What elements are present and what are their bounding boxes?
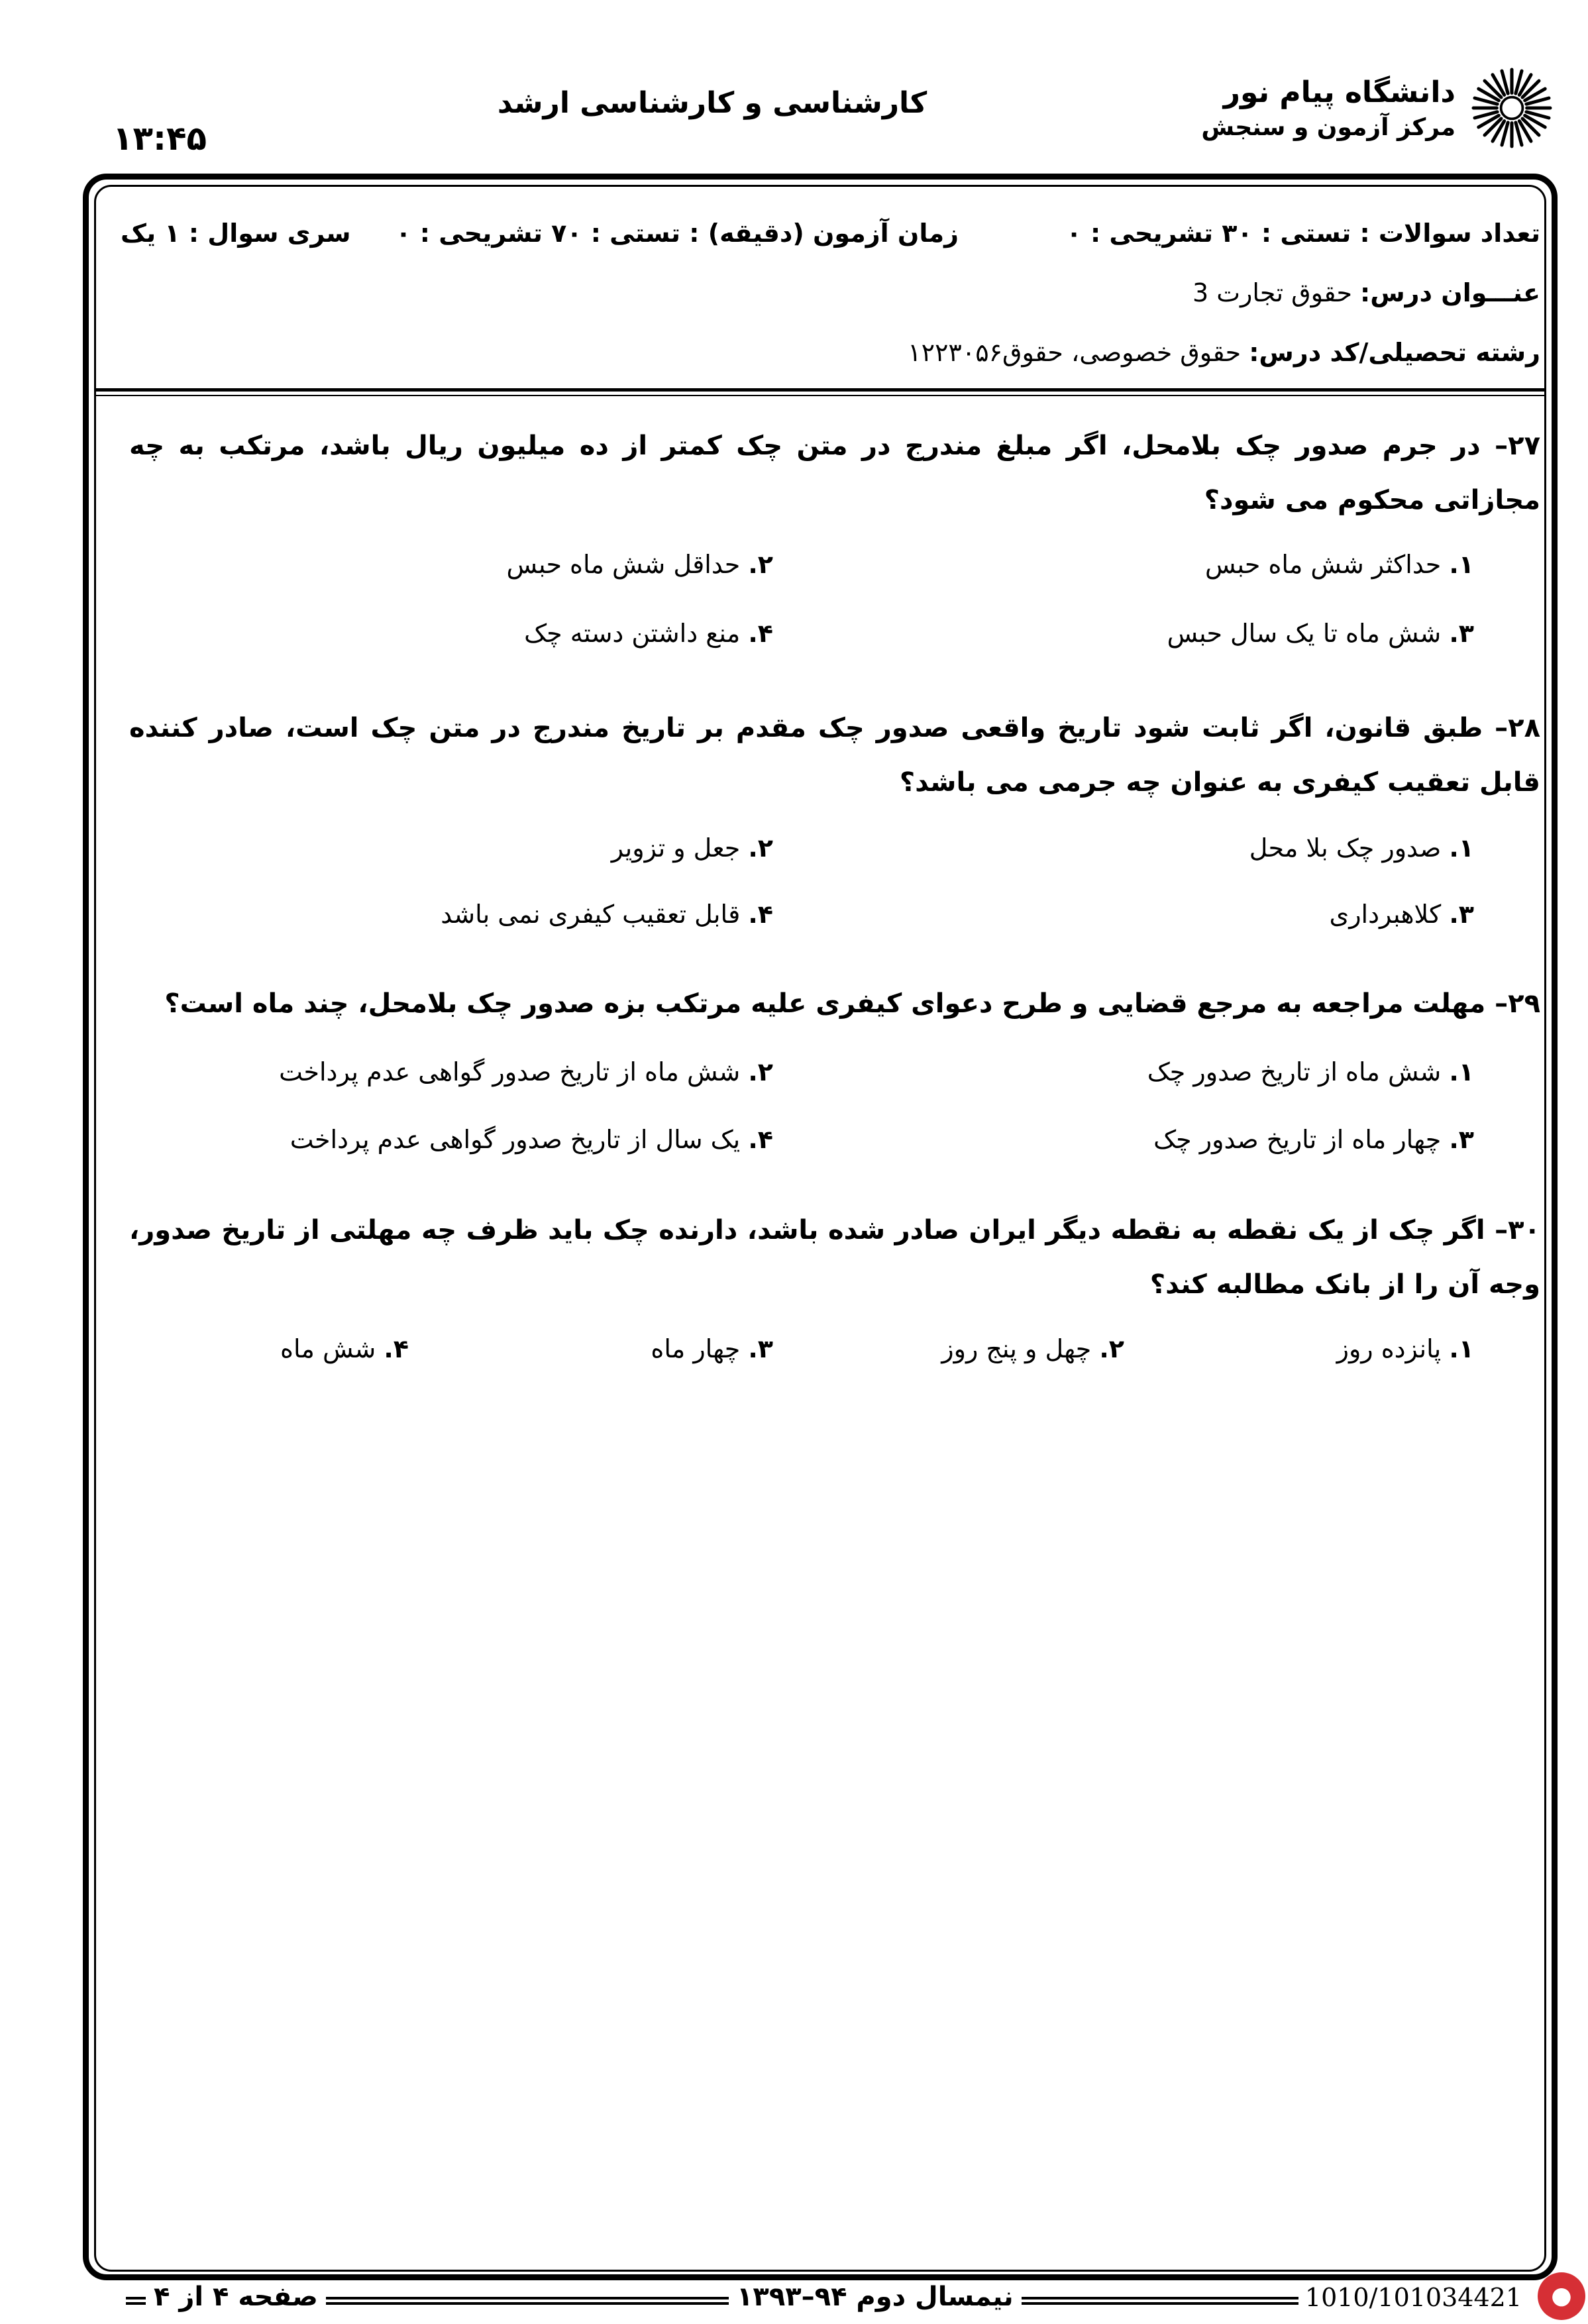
option-text: کلاهبرداری	[1329, 900, 1442, 929]
question-number: ۳۰–	[1495, 1215, 1540, 1245]
option-text: صدور چک بلا محل	[1249, 833, 1442, 863]
option-number: ۳.	[1449, 1125, 1474, 1154]
question-text: طبق قانون، اگر ثابت شود تاریخ واقعی صدور چک مقدم بر تاریخ مندرج در متن چک است، صادر کننده قابل تعقیب کیفری به عنوان چه جرمی می باشد؟	[129, 713, 1540, 798]
option-text: چهار ماه از تاریخ صدور چک	[1153, 1125, 1442, 1154]
header-divider-thin	[94, 395, 1546, 396]
option-4	[524, 619, 773, 648]
watermark-badge-icon: ●	[1538, 2272, 1585, 2320]
option-4	[290, 1125, 773, 1154]
course-title	[1192, 278, 1540, 307]
exam-level: کارشناسی و کارشناسی ارشد	[497, 86, 927, 120]
option-text: شش ماه	[280, 1334, 376, 1363]
exam-duration: زمان آزمون (دقیقه) : تستی : ۷۰ تشریحی : ۰	[396, 219, 959, 248]
option-text: قابل تعقیب کیفری نمی باشد	[441, 900, 741, 929]
option-1	[1337, 1334, 1474, 1363]
exam-code: 1010/101034421	[1298, 2283, 1528, 2312]
option-text: یک سال از تاریخ صدور گواهی عدم پرداخت	[290, 1125, 741, 1154]
option-2	[941, 1334, 1124, 1363]
option-text: حداکثر شش ماه حبس	[1204, 550, 1442, 579]
question-text: اگر چک از یک نقطه به نقطه دیگر ایران صادر شده باشد، دارنده چک باید ظرف چه مهلتی از تاریخ صدور، وجه آن را از بانک مطالبه کند؟	[129, 1215, 1540, 1300]
field-code	[908, 338, 1540, 367]
question-text: مهلت مراجعه به مرجع قضایی و طرح دعوای کیفری علیه مرتکب بزه صدور چک بلامحل، چند ماه است؟	[164, 988, 1486, 1019]
option-3	[651, 1334, 773, 1363]
option-number: ۲.	[1099, 1334, 1124, 1363]
option-number: ۲.	[748, 833, 773, 863]
option-number: ۳.	[748, 1334, 773, 1363]
option-number: ۳.	[1449, 900, 1474, 929]
option-number: ۲.	[748, 550, 773, 579]
question-number: ۲۸–	[1495, 713, 1540, 743]
exam-time-clock: ۱۳:۴۵	[113, 119, 207, 158]
option-1	[1147, 1057, 1474, 1086]
option-3	[1153, 1125, 1474, 1154]
question-number: ۲۹–	[1495, 988, 1540, 1019]
question-28	[129, 701, 1540, 810]
question-text: در جرم صدور چک بلامحل، اگر مبلغ مندرج در متن چک کمتر از ده میلیون ریال باشد، مرتکب به چه مجازاتی محکوم می شود؟	[129, 431, 1540, 515]
field-code-label: رشته تحصیلی/کد درس:	[1249, 338, 1540, 367]
option-text: چهار ماه	[651, 1334, 741, 1363]
option-2	[279, 1057, 773, 1086]
question-29	[129, 977, 1540, 1031]
university-logo-icon	[1470, 66, 1554, 150]
option-text: جعل و تزویر	[611, 833, 741, 863]
option-text: چهل و پنج روز	[941, 1334, 1092, 1363]
option-text: پانزده روز	[1336, 1334, 1442, 1363]
semester: نیمسال دوم ۹۴–۱۳۹۳	[729, 2282, 1022, 2312]
option-text: حداقل شش ماه حبس	[506, 550, 741, 579]
page-number: صفحه ۴ از ۴	[146, 2282, 326, 2312]
question-30	[129, 1203, 1540, 1312]
option-text: شش ماه از تاریخ صدور گواهی عدم پرداخت	[279, 1057, 741, 1086]
option-3	[1329, 900, 1474, 929]
option-2	[507, 550, 773, 579]
option-number: ۴.	[748, 1125, 773, 1154]
option-number: ۱.	[1449, 1334, 1474, 1363]
option-number: ۴.	[748, 619, 773, 648]
option-1	[1205, 550, 1474, 579]
option-2	[611, 833, 773, 863]
option-3	[1167, 619, 1474, 648]
course-title-label: عنـــوان درس:	[1360, 278, 1540, 307]
option-text: شش ماه از تاریخ صدور چک	[1147, 1057, 1442, 1086]
option-text: منع داشتن دسته چک	[524, 619, 741, 648]
option-4	[280, 1334, 409, 1363]
header-divider	[94, 388, 1546, 392]
course-title-value: حقوق تجارت 3	[1192, 278, 1352, 307]
option-number: ۱.	[1449, 833, 1474, 863]
field-code-value: حقوق خصوصی، حقوق۱۲۲۳۰۵۶	[908, 338, 1242, 367]
option-4	[441, 900, 773, 929]
university-name: دانشگاه پیام نور	[1223, 76, 1456, 109]
option-number: ۱.	[1449, 550, 1474, 579]
question-number: ۲۷–	[1495, 431, 1540, 461]
question-count: تعداد سوالات : تستی : ۳۰ تشریحی : ۰	[1066, 219, 1540, 248]
option-1	[1249, 833, 1474, 863]
option-number: ۳.	[1449, 619, 1474, 648]
option-text: شش ماه تا یک سال حبس	[1167, 619, 1442, 648]
option-number: ۱.	[1449, 1057, 1474, 1086]
option-number: ۴.	[384, 1334, 409, 1363]
question-27	[129, 419, 1540, 527]
university-center: مرکز آزمون و سنجش	[1201, 114, 1456, 141]
option-number: ۴.	[748, 900, 773, 929]
question-series: سری سوال : ۱ یک	[121, 219, 351, 248]
option-number: ۲.	[748, 1057, 773, 1086]
